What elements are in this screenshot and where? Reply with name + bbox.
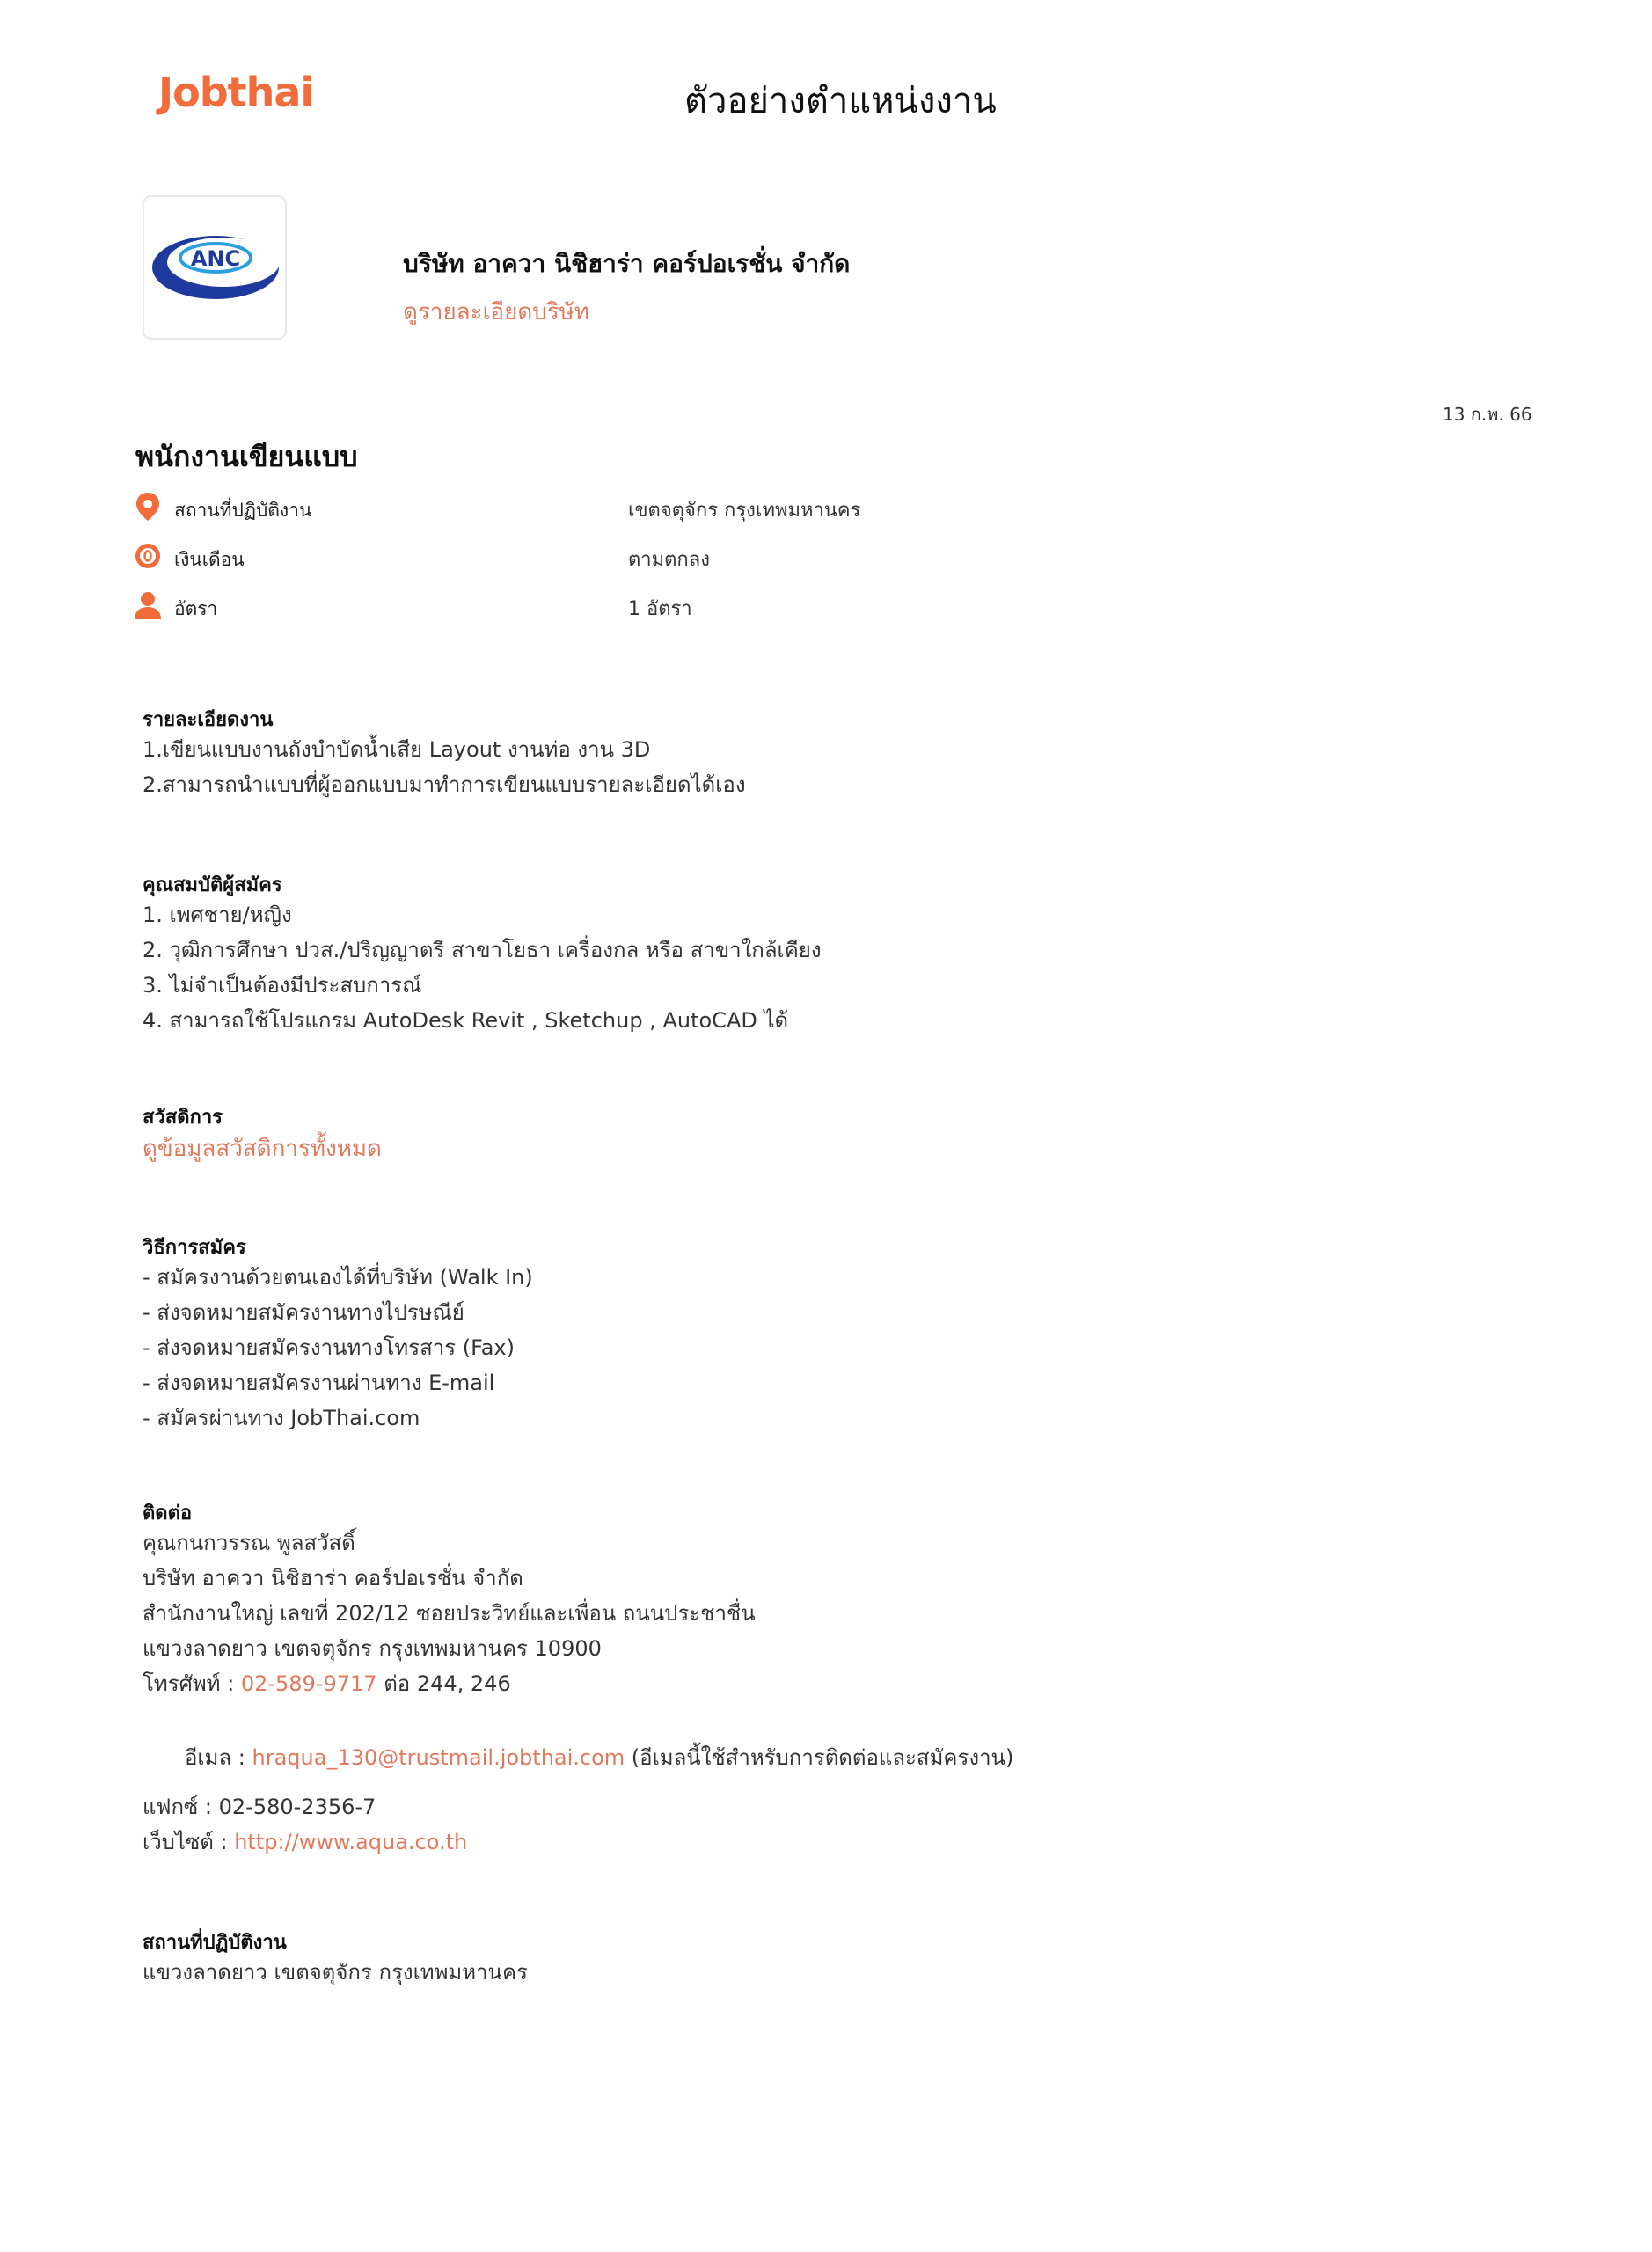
contact-phone-line [143,1666,756,1701]
contact-name: คุณกนกวรรณ พูลสวัสดิ์ [143,1531,355,1555]
post-date: 13 ก.พ. 66 [1443,404,1532,425]
contact-fax: แฟกซ์ : 02-580-2356-7 [143,1795,376,1819]
meta-row-salary [132,540,924,575]
person-icon [132,589,164,621]
description-list [143,732,746,802]
list-item: 2. วุฒิการศึกษา ปวส./ปริญญาตรี สาขาโยธา เครื่องกล หรือ สาขาใกล้เคียง [143,938,822,962]
list-item: - สมัครงานด้วยตนเองได้ที่บริษัท (Walk In) [143,1265,533,1290]
list-item: - ส่งจดหมายสมัครงานผ่านทาง E-mail [143,1371,495,1395]
jobthai-logo: Jobthai [158,69,314,116]
phone-ext: ต่อ 244, 246 [376,1671,511,1696]
meta-row-positions [132,589,924,625]
phone-link[interactable]: 02-589-9717 [240,1671,377,1696]
email-link[interactable]: hraqua_130@trustmail.jobthai.com [252,1745,625,1770]
list-item: 1. เพศชาย/หญิง [143,903,292,927]
website-link[interactable]: http://www.aqua.co.th [234,1830,468,1854]
page-title: ตัวอย่างตำแหน่งงาน [684,81,997,121]
phone-label: โทรศัพท์ : [143,1671,241,1696]
list-item: - ส่งจดหมายสมัครงานทางไปรษณีย์ [143,1300,464,1325]
meta-label: อัตรา [174,598,218,619]
contact-extra-list [143,1789,467,1860]
contact-heading: ติดต่อ [143,1503,193,1524]
list-item: - สมัครผ่านทาง JobThai.com [143,1406,420,1430]
contact-address: แขวงลาดยาว เขตจตุจักร กรุงเทพมหานคร 10900 [143,1636,602,1661]
email-note: (อีเมลนี้ใช้สำหรับการติดต่อและสมัครงาน) [625,1745,1014,1770]
list-item: 3. ไม่จำเป็นต้องมีประสบการณ์ [143,973,422,998]
meta-value: เขตจตุจักร กรุงเทพมหานคร [628,500,861,522]
meta-label: เงินเดือน [174,549,245,570]
contact-address: สำนักงานใหญ่ เลขที่ 202/12 ซอยประวิทย์และเพื่อน ถนนประชาชื่น [143,1601,756,1626]
list-item: 4. สามารถใช้โปรแกรม AutoDesk Revit , Sketchup , AutoCAD ได้ [143,1008,789,1033]
qualifications-heading: คุณสมบัติผู้สมัคร [143,874,282,896]
description-heading: รายละเอียดงาน [143,709,274,731]
workplace-address: แขวงลาดยาว เขตจตุจักร กรุงเทพมหานคร [143,1960,528,1985]
contact-list [143,1525,756,1701]
contact-company: บริษัท อาควา นิชิฮาร่า คอร์ปอเรชั่น จำกัด [143,1566,523,1590]
company-name: บริษัท อาควา นิชิฮาร่า คอร์ปอเรชั่น จำกัด [403,249,851,278]
company-details-link[interactable]: ดูรายละเอียดบริษัท [403,299,589,325]
apply-heading: วิธีการสมัคร [143,1237,246,1259]
list-item: - ส่งจดหมายสมัครงานทางโทรสาร (Fax) [143,1335,515,1360]
contact-website-line [143,1824,467,1860]
list-item: 2.สามารถนำแบบที่ผู้ออกแบบมาทำการเขียนแบบรายละเอียดได้เอง [143,772,746,797]
salary-coin-icon [132,540,164,572]
meta-label: สถานที่ปฏิบัติงาน [174,500,312,521]
benefits-heading: สวัสดิการ [143,1107,223,1129]
website-label: เว็บไซต์ : [143,1830,235,1854]
qualifications-list [143,897,822,1038]
benefits-link[interactable]: ดูข้อมูลสวัสดิการทั้งหมด [143,1136,382,1162]
workplace-heading: สถานที่ปฏิบัติงาน [143,1932,287,1954]
meta-row-location [132,491,924,526]
job-title: พนักงานเขียนแบบ [135,440,358,473]
meta-value: 1 อัตรา [628,598,692,620]
list-item: 1.เขียนแบบงานถังบำบัดน้ำเสีย Layout งานท่อ งาน 3D [143,737,651,762]
company-logo[interactable] [143,195,287,340]
contact-email-line [185,1740,1013,1775]
meta-value: ตามตกลง [628,549,710,571]
anc-logo-text: ANC [190,246,241,271]
email-label: อีเมล : [185,1745,252,1770]
apply-list [143,1260,533,1436]
anc-logo-icon [150,232,281,303]
location-pin-icon [132,491,164,523]
